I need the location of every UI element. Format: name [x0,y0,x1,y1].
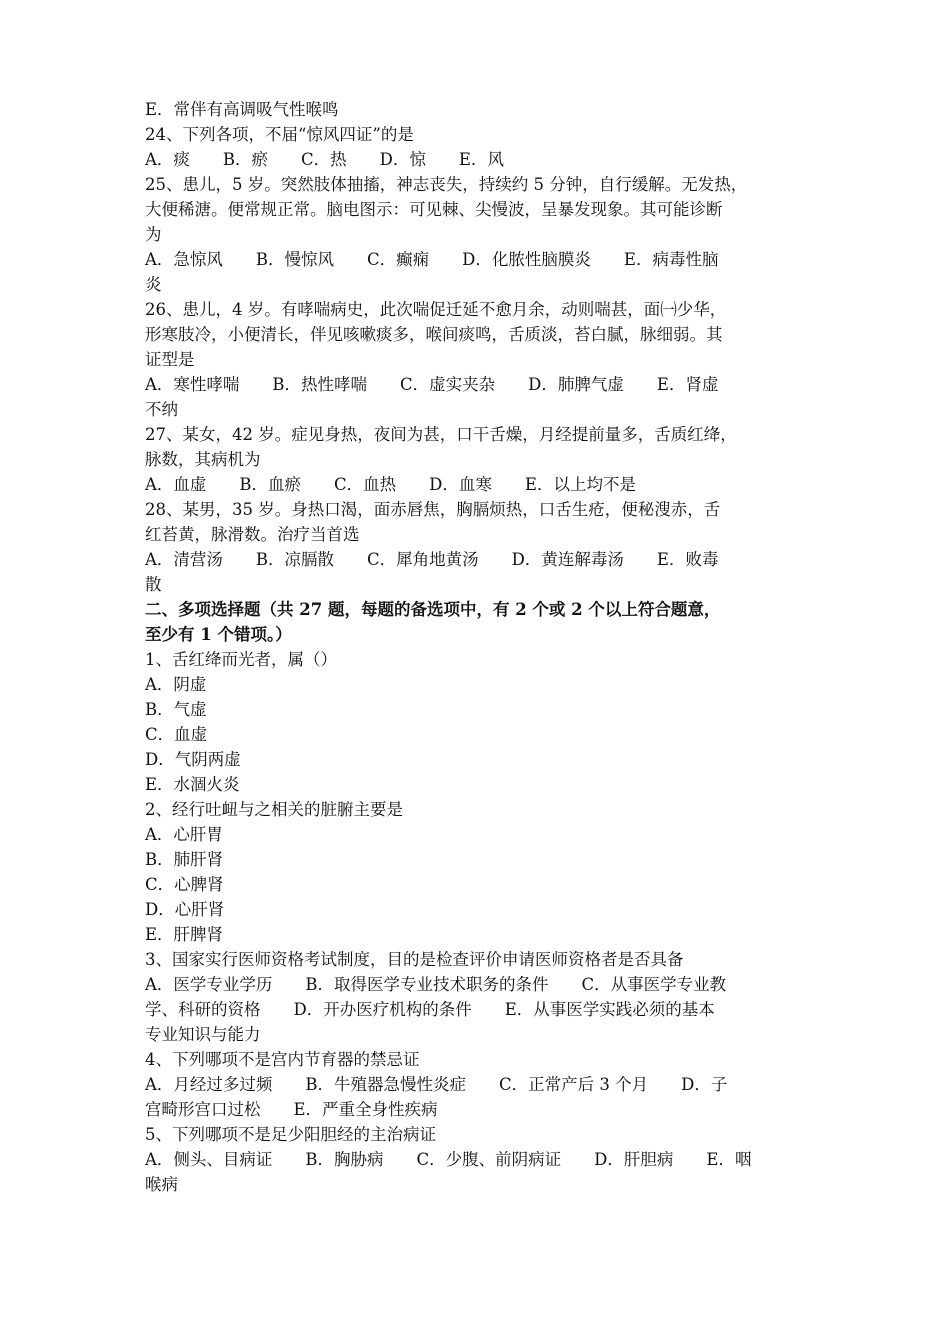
text-line: 不纳 [145,400,178,419]
text-line: A．寒性哮喘 B．热性哮喘 C．虚实夹杂 D．肺脾气虚 E．肾虚 [145,375,719,394]
text-line: 5、下列哪项不是足少阳胆经的主治病证 [145,1125,436,1144]
text-line: B．气虚 [145,700,207,719]
text-line: 散 [145,575,162,594]
text-line: A．清营汤 B．凉膈散 C．犀角地黄汤 D．黄连解毒汤 E．败毒 [145,550,719,569]
text-line: 大便稀溏。便常规正常。脑电图示：可见棘、尖慢波，呈暴发现象。其可能诊断 [145,200,723,219]
text-line: 26、患儿，4 岁。有哮喘病史，此次喘促迁延不愈月余，动则喘甚，面㈠少华， [145,300,727,319]
text-line: 2、经行吐衄与之相关的脏腑主要是 [145,800,403,819]
text-line: 喉病 [145,1175,178,1194]
text-line: A．血虚 B．血瘀 C．血热 D．血寒 E．以上均不是 [145,475,636,494]
text-line: A．痰 B．瘀 C．热 D．惊 E．风 [145,150,504,169]
text-line: 证型是 [145,350,195,369]
text-line: E．常伴有高调吸气性喉鸣 [145,100,339,119]
section-heading-line: 至少有 1 个错项。） [145,625,292,644]
text-line: 宫畸形宫口过松 E．严重全身性疾病 [145,1100,438,1119]
text-line: C．心脾肾 [145,875,224,894]
text-line: A．侧头、目病证 B．胸胁病 C．少腹、前阴病证 D．肝胆病 E．咽 [145,1150,752,1169]
text-line: E．水涸火炎 [145,775,240,794]
text-line: 学、科研的资格 D．开办医疗机构的条件 E．从事医学实践必须的基本 [145,1000,715,1019]
text-line: A．医学专业学历 B．取得医学专业技术职务的条件 C．从事医学专业教 [145,975,727,994]
text-line: 1、舌红绛而光者，属（） [145,650,337,669]
text-line: A．月经过多过频 B．牛殖器急慢性炎症 C．正常产后 3 个月 D．子 [145,1075,728,1094]
text-line: 3、国家实行医师资格考试制度，目的是检查评价申请医师资格者是否具备 [145,950,684,969]
text-line: 为 [145,225,162,244]
text-line: A．心肝胃 [145,825,223,844]
text-line: D．气阴两虚 [145,750,241,769]
text-line: 红苔黄，脉滑数。治疗当首选 [145,525,360,544]
text-line: E．肝脾肾 [145,925,224,944]
text-line: 炎 [145,275,162,294]
text-line: 27、某女，42 岁。症见身热，夜间为甚，口干舌燥，月经提前量多，舌质红绛， [145,425,737,444]
text-line: C．血虚 [145,725,208,744]
text-line: 形寒肢冷，小便清长，伴见咳嗽痰多，喉间痰鸣，舌质淡，苔白腻，脉细弱。其 [145,325,723,344]
text-line: D．心肝肾 [145,900,225,919]
text-line: 专业知识与能力 [145,1025,261,1044]
text-line: 25、患儿，5 岁。突然肢体抽搐，神志丧失，持续约 5 分钟，自行缓解。无发热， [145,175,748,194]
text-line: A．阴虚 [145,675,207,694]
text-line: 4、下列哪项不是宫内节育器的禁忌证 [145,1050,420,1069]
text-line: A．急惊风 B．慢惊风 C．癫痫 D．化脓性脑膜炎 E．病毒性脑 [145,250,719,269]
document-page [145,97,813,1197]
text-line: 脉数，其病机为 [145,450,261,469]
text-line: B．肺肝肾 [145,850,224,869]
text-line: 28、某男，35 岁。身热口渴，面赤唇焦，胸膈烦热，口舌生疮，便秘溲赤，舌 [145,500,721,519]
text-line: 24、下列各项，不届“惊风四证”的是 [145,125,414,144]
section-heading-line: 二、多项选择题（共 27 题，每题的备选项中，有 2 个或 2 个以上符合题意， [145,600,721,619]
